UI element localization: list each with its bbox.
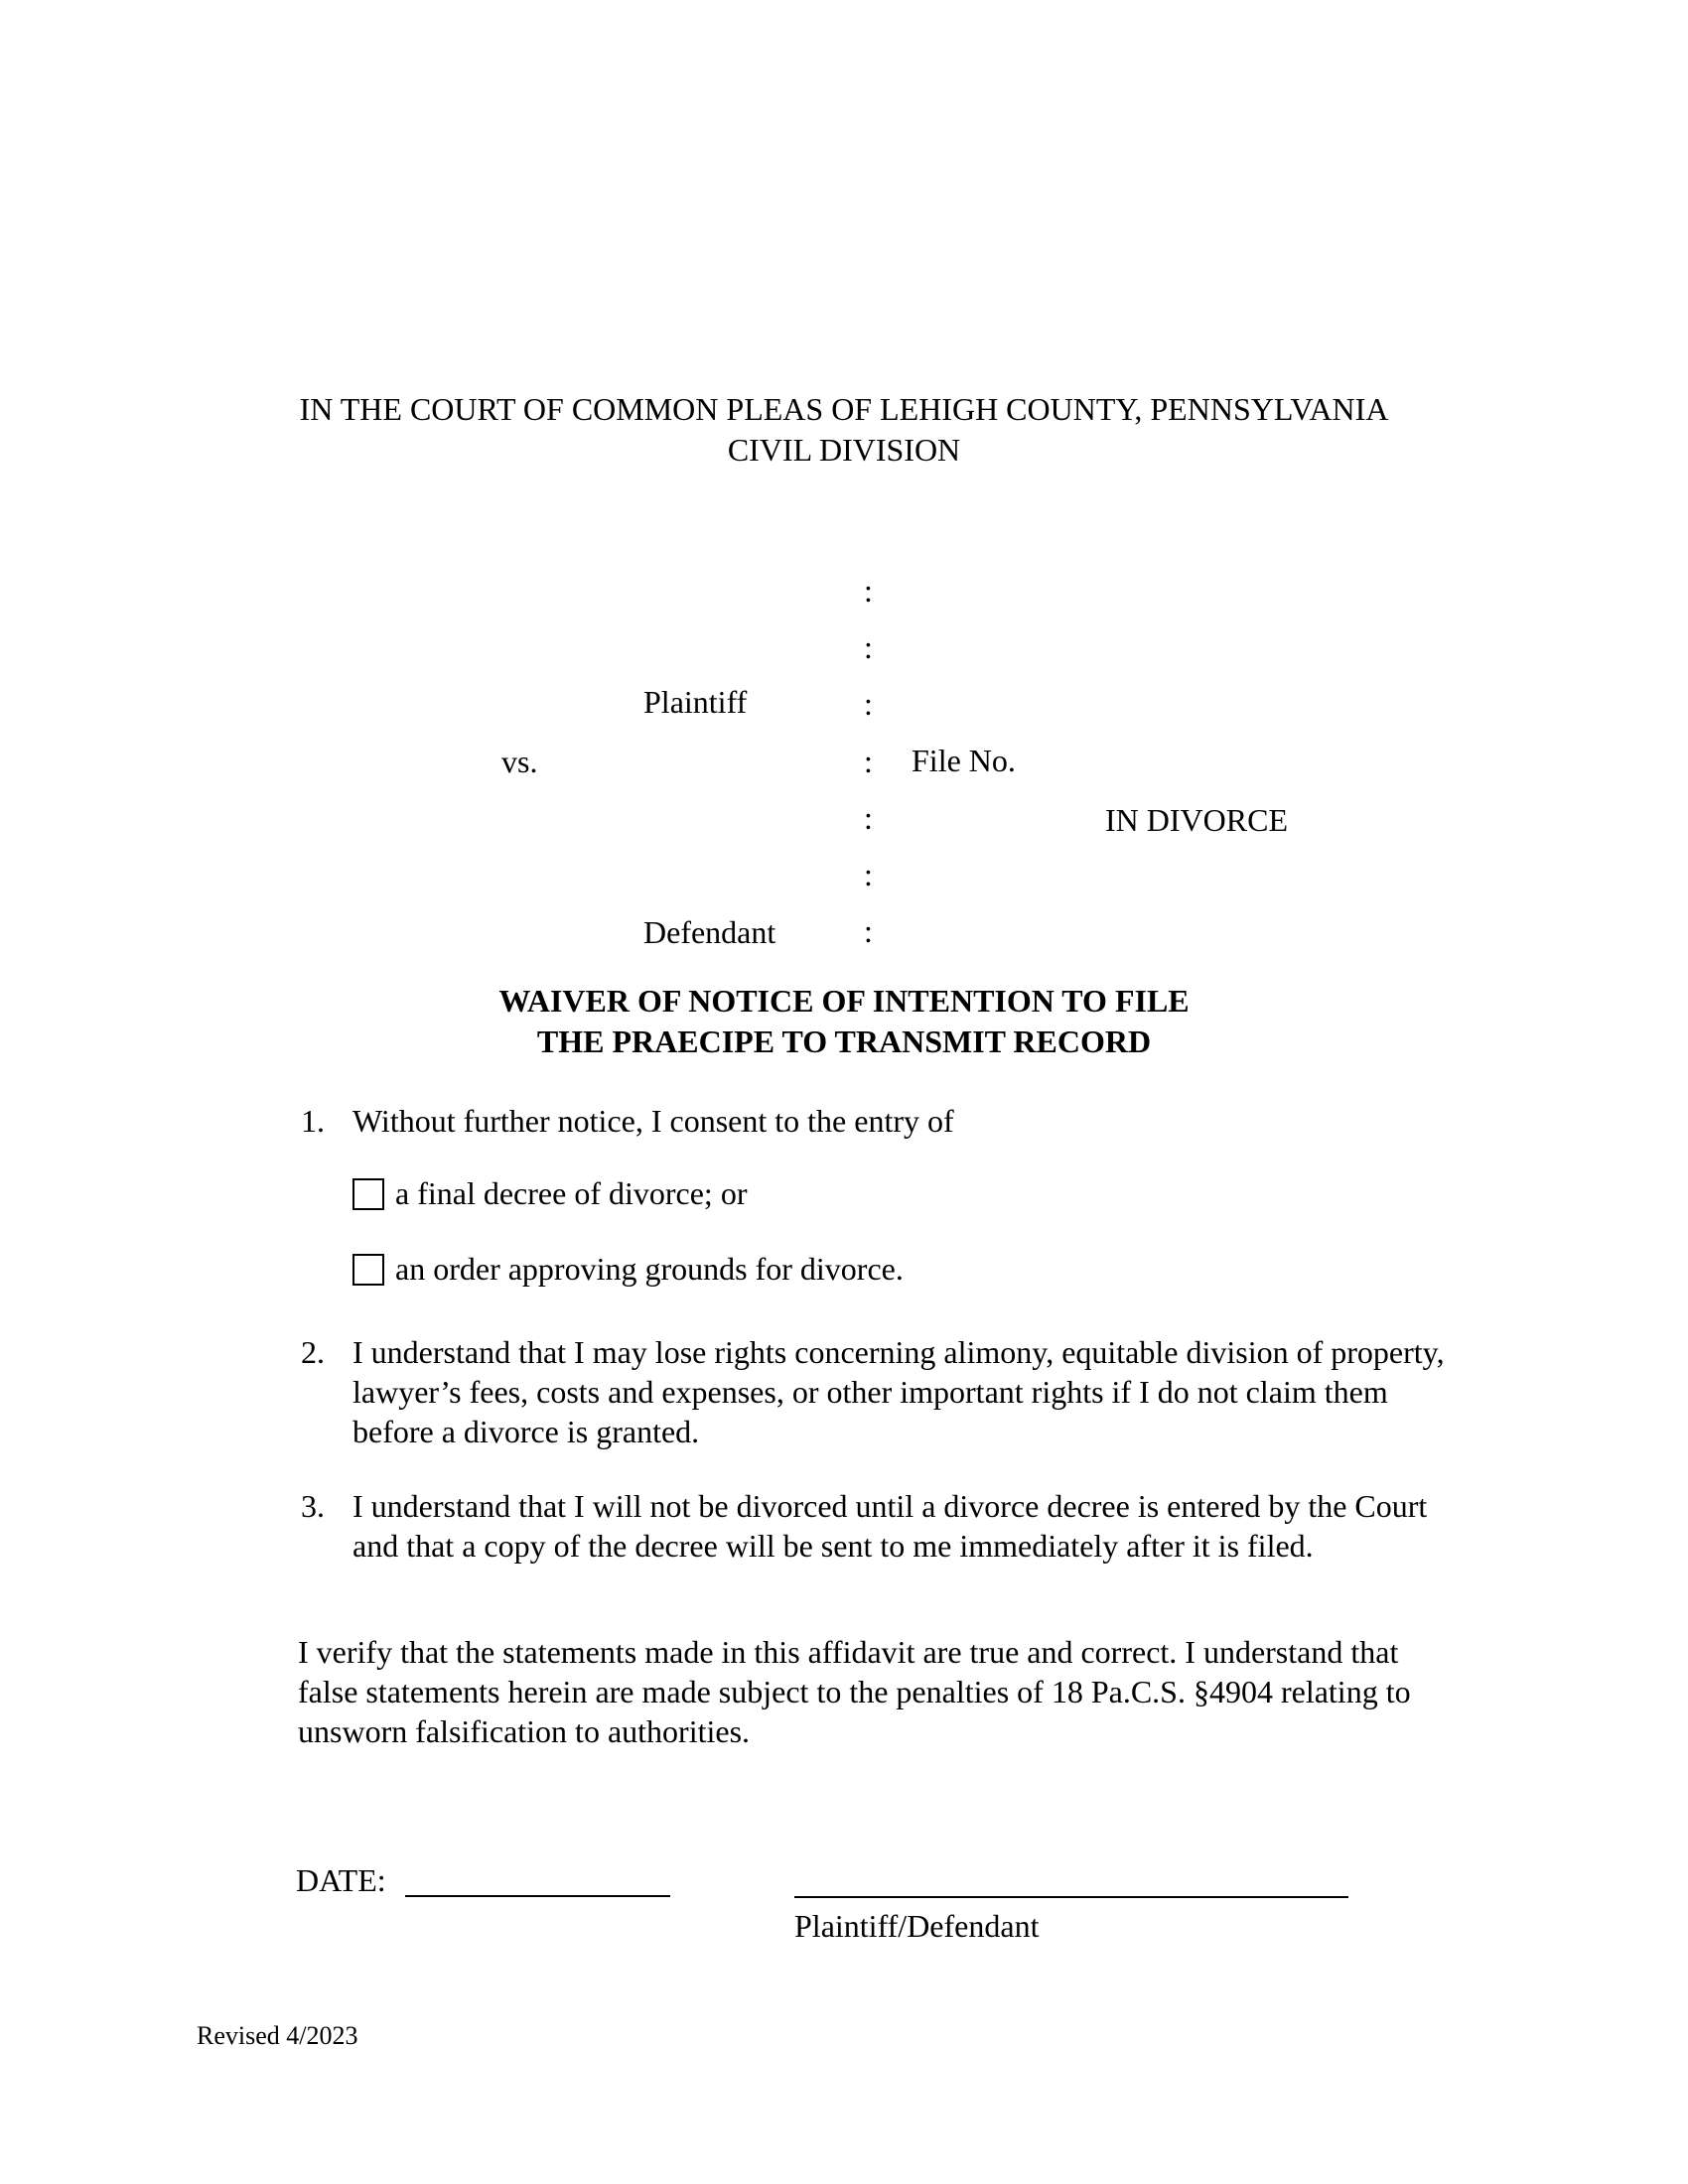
caption-colon: : bbox=[864, 857, 873, 892]
item-3-line-2: and that a copy of the decree will be sent to me immediately after it is filed. bbox=[352, 1528, 1314, 1564]
item-2-line-3: before a divorce is granted. bbox=[352, 1414, 700, 1449]
final-decree-checkbox[interactable] bbox=[352, 1178, 384, 1210]
revision-note: Revised 4/2023 bbox=[197, 2021, 358, 2050]
item-3-line-1: I understand that I will not be divorced until a divorce decree is entered by the Court bbox=[352, 1488, 1428, 1524]
verification-line-2: false statements herein are made subject to the penalties of 18 Pa.C.S. §4904 relating to bbox=[298, 1674, 1411, 1709]
item-2-line-1: I understand that I may lose rights concerning alimony, equitable division of property, bbox=[352, 1334, 1445, 1370]
court-header-line2: CIVIL DIVISION bbox=[727, 432, 961, 468]
item-3-number: 3. bbox=[301, 1488, 325, 1524]
form-title-line2: THE PRAECIPE TO TRANSMIT RECORD bbox=[536, 1024, 1152, 1059]
caption-colon: : bbox=[864, 744, 873, 779]
signature-blank[interactable] bbox=[794, 1862, 1348, 1898]
grounds-order-checkbox[interactable] bbox=[352, 1254, 384, 1286]
caption-colon: : bbox=[864, 913, 873, 949]
date-blank[interactable] bbox=[405, 1861, 670, 1897]
verification-line-3: unsworn falsification to authorities. bbox=[298, 1713, 751, 1749]
grounds-order-label: an order approving grounds for divorce. bbox=[395, 1251, 904, 1287]
court-header bbox=[0, 389, 1688, 471]
item-2-number: 2. bbox=[301, 1334, 325, 1370]
item-1-text: Without further notice, I consent to the entry of bbox=[352, 1103, 954, 1139]
caption-colon: : bbox=[864, 629, 873, 665]
item-1-number: 1. bbox=[301, 1103, 325, 1139]
caption-colon: : bbox=[864, 573, 873, 609]
verification-line-1: I verify that the statements made in this affidavit are true and correct. I understand that bbox=[298, 1634, 1399, 1670]
item-3-text bbox=[352, 1486, 1427, 1566]
signature-caption-label: Plaintiff/Defendant bbox=[794, 1908, 1040, 1944]
date-label: DATE: bbox=[296, 1862, 386, 1898]
final-decree-label: a final decree of divorce; or bbox=[395, 1175, 748, 1211]
item-2-text bbox=[352, 1332, 1445, 1451]
caption-colon: : bbox=[864, 800, 873, 836]
verification-paragraph bbox=[298, 1632, 1411, 1751]
in-divorce-label: IN DIVORCE bbox=[1105, 802, 1288, 838]
plaintiff-label: Plaintiff bbox=[643, 684, 748, 720]
defendant-label: Defendant bbox=[643, 914, 776, 950]
caption-colon: : bbox=[864, 686, 873, 722]
file-no-label: File No. bbox=[912, 743, 1016, 778]
court-header-line1: IN THE COURT OF COMMON PLEAS OF LEHIGH COUNTY, PENNSYLVANIA bbox=[299, 391, 1389, 427]
vs-label: vs. bbox=[501, 744, 538, 779]
item-2-line-2: lawyer’s fees, costs and expenses, or other important rights if I do not claim them bbox=[352, 1374, 1388, 1410]
form-title-line1: WAIVER OF NOTICE OF INTENTION TO FILE bbox=[498, 983, 1190, 1019]
form-title bbox=[0, 981, 1688, 1062]
